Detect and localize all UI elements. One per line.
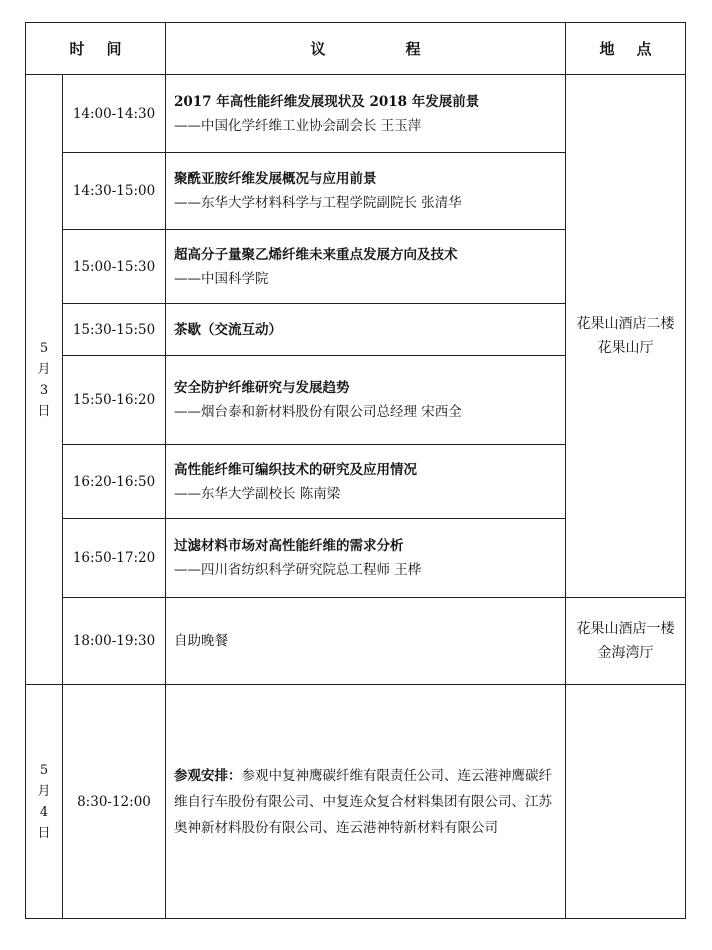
venue-cell-empty (566, 685, 686, 919)
visit-text: 参观中复神鹰碳纤维有限责任公司、连云港神鹰碳纤维自行车股份有限公司、中复连众复合材料集团有限公司、江苏奥神新材料股份有限公司、连云港神特新材料有限公司 (174, 767, 552, 836)
venue-cell-dinner: 花果山酒店一楼金海湾厅 (566, 598, 686, 685)
agenda-cell (166, 230, 566, 304)
time-cell: 16:50-17:20 (63, 519, 166, 598)
agenda-title: 安全防护纤维研究与发展趋势 (174, 380, 350, 396)
agenda-cell (166, 445, 566, 519)
table-row (26, 598, 686, 685)
header-time: 时 间 (26, 23, 166, 75)
time-cell: 8:30-12:00 (63, 685, 166, 919)
agenda-title: 2017 年高性能纤维发展现状及 2018 年发展前景 (174, 93, 480, 110)
agenda-title: 聚酰亚胺纤维发展概况与应用前景 (174, 171, 377, 187)
table-row (26, 75, 686, 153)
agenda-speaker: ——中国科学院 (174, 270, 269, 287)
header-agenda: 议 程 (166, 23, 566, 75)
agenda-cell (166, 304, 566, 356)
time-cell: 15:00-15:30 (63, 230, 166, 304)
agenda-title: 过滤材料市场对高性能纤维的需求分析 (174, 538, 404, 554)
time-cell: 15:30-15:50 (63, 304, 166, 356)
header-venue: 地 点 (566, 23, 686, 75)
agenda-table (25, 22, 686, 919)
agenda-speaker: ——四川省纺织科学研究院总工程师 王桦 (174, 562, 422, 578)
date-cell-may-3: 5 月 3 日 (26, 75, 63, 685)
venue-cell-main: 花果山酒店二楼花果山厅 (566, 75, 686, 598)
time-cell: 14:00-14:30 (63, 75, 166, 153)
agenda-title: 自助晚餐 (174, 633, 228, 649)
agenda-title: 高性能纤维可编织技术的研究及应用情况 (174, 461, 417, 478)
agenda-cell (166, 519, 566, 598)
agenda-cell (166, 153, 566, 230)
visit-cell (166, 685, 566, 919)
agenda-speaker: ——东华大学材料科学与工程学院副院长 张清华 (174, 195, 462, 211)
agenda-title: 超高分子量聚乙烯纤维未来重点发展方向及技术 (174, 246, 458, 263)
agenda-title: 茶歇（交流互动） (174, 321, 282, 338)
time-cell: 16:20-16:50 (63, 445, 166, 519)
table-row (26, 685, 686, 919)
agenda-speaker: ——东华大学副校长 陈南梁 (174, 485, 341, 502)
date-cell-may-4: 5 月 4 日 (26, 685, 63, 919)
agenda-cell (166, 598, 566, 685)
time-cell: 14:30-15:00 (63, 153, 166, 230)
agenda-speaker: ——中国化学纤维工业协会副会长 王玉萍 (174, 117, 422, 134)
agenda-cell (166, 356, 566, 445)
time-cell: 15:50-16:20 (63, 356, 166, 445)
header-row (26, 23, 686, 75)
visit-label: 参观安排： (174, 767, 242, 784)
time-cell: 18:00-19:30 (63, 598, 166, 685)
agenda-cell (166, 75, 566, 153)
agenda-speaker: ——烟台泰和新材料股份有限公司总经理 宋西全 (174, 404, 462, 420)
